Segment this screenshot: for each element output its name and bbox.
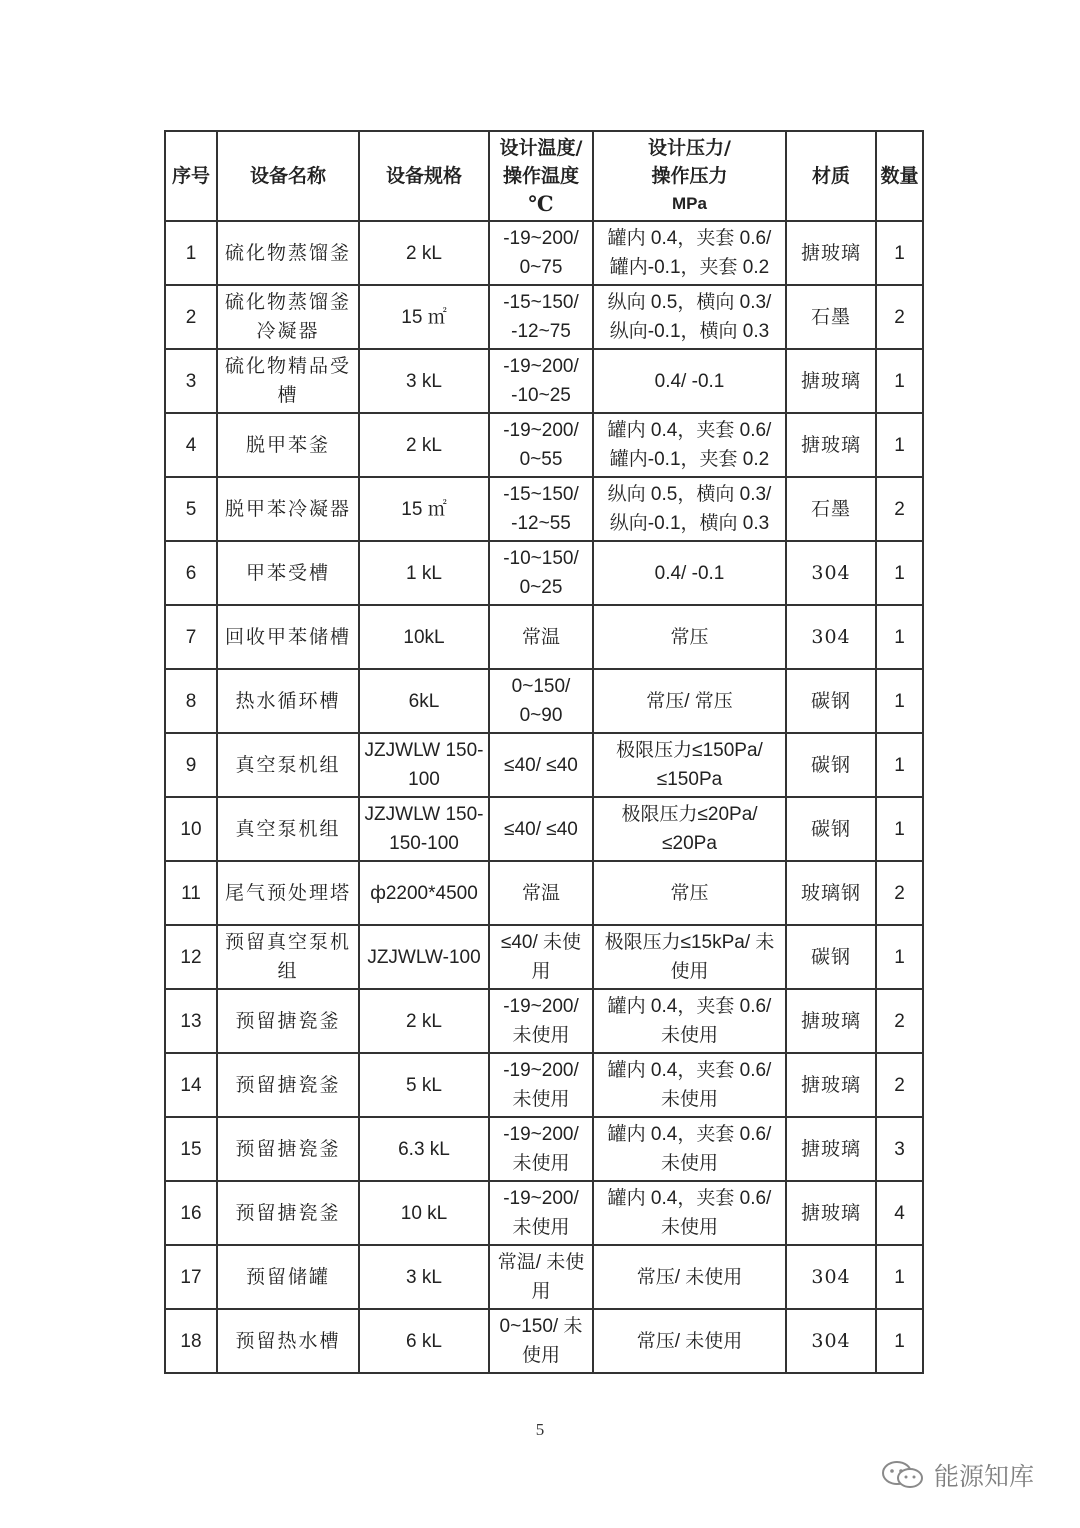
cell-temp: 0~150/ 0~90 [489,669,593,733]
cell-name: 尾气预处理塔 [217,861,359,925]
cell-spec: 6 kL [359,1309,489,1373]
cell-no: 12 [165,925,217,989]
table-row [165,413,923,477]
cell-press: 常压 [593,861,786,925]
cell-spec: 3 kL [359,1245,489,1309]
cell-material: 搪玻璃 [786,1181,876,1245]
cell-temp: -15~150/ -12~75 [489,285,593,349]
cell-name: 脱甲苯釜 [217,413,359,477]
cell-name: 真空泵机组 [217,733,359,797]
cell-name: 预留搪瓷釜 [217,1181,359,1245]
cell-name: 预留搪瓷釜 [217,989,359,1053]
cell-press: 常压/ 常压 [593,669,786,733]
cell-no: 11 [165,861,217,925]
cell-material: 石墨 [786,285,876,349]
cell-qty: 1 [876,797,923,861]
cell-spec: 6kL [359,669,489,733]
cell-spec: 1 kL [359,541,489,605]
cell-qty: 3 [876,1117,923,1181]
cell-material: 碳钢 [786,925,876,989]
table-row [165,669,923,733]
header-temp-line1: 设计温度/ [499,137,583,159]
watermark-text: 能源知库 [934,1462,1035,1491]
cell-temp: 常温/ 未使用 [489,1245,593,1309]
cell-no: 4 [165,413,217,477]
cell-name: 硫化物精品受槽 [217,349,359,413]
table-row [165,1245,923,1309]
cell-no: 2 [165,285,217,349]
cell-press: 罐内 0.4，夹套 0.6/ 未使用 [593,1117,786,1181]
table-row [165,989,923,1053]
cell-temp: -19~200/ 0~55 [489,413,593,477]
cell-name: 硫化物蒸馏釜 [217,221,359,285]
cell-qty: 1 [876,925,923,989]
header-press-line1: 设计压力/ [648,137,731,159]
cell-press: 罐内 0.4，夹套 0.6/ 罐内-0.1，夹套 0.2 [593,413,786,477]
cell-material: 碳钢 [786,733,876,797]
cell-spec: 10kL [359,605,489,669]
cell-no: 8 [165,669,217,733]
cell-material: 搪玻璃 [786,1117,876,1181]
cell-no: 14 [165,1053,217,1117]
table-header-row [165,131,923,221]
watermark [880,1457,1034,1493]
cell-material: 搪玻璃 [786,221,876,285]
cell-temp: -10~150/ 0~25 [489,541,593,605]
header-press [593,131,786,221]
cell-temp: -19~200/ 未使用 [489,1053,593,1117]
cell-qty: 1 [876,605,923,669]
cell-qty: 2 [876,285,923,349]
cell-press: 纵向 0.5，横向 0.3/ 纵向-0.1，横向 0.3 [593,477,786,541]
cell-name: 预留储罐 [217,1245,359,1309]
cell-spec: JZJWLW 150-100 [359,733,489,797]
cell-name: 真空泵机组 [217,797,359,861]
cell-spec: JZJWLW 150-150-100 [359,797,489,861]
table-row [165,1181,923,1245]
cell-material: 搪玻璃 [786,413,876,477]
cell-spec: 2 kL [359,413,489,477]
cell-qty: 1 [876,1245,923,1309]
cell-press: 罐内 0.4，夹套 0.6/ 未使用 [593,1053,786,1117]
header-press-unit: MPa [672,194,707,213]
cell-qty: 2 [876,1053,923,1117]
cell-press: 常压/ 未使用 [593,1245,786,1309]
cell-material: 304 [786,1245,876,1309]
cell-qty: 1 [876,221,923,285]
cell-qty: 1 [876,349,923,413]
cell-name: 预留热水槽 [217,1309,359,1373]
header-no: 序号 [165,131,217,221]
cell-material: 304 [786,605,876,669]
cell-material: 搪玻璃 [786,349,876,413]
cell-press: 极限压力≤15kPa/ 未使用 [593,925,786,989]
cell-no: 9 [165,733,217,797]
cell-spec: 15 ㎡ [359,477,489,541]
cell-name: 预留搪瓷釜 [217,1053,359,1117]
cell-qty: 2 [876,861,923,925]
cell-name: 热水循环槽 [217,669,359,733]
cell-qty: 2 [876,477,923,541]
cell-temp: -19~200/ 未使用 [489,1181,593,1245]
cell-no: 15 [165,1117,217,1181]
table-row [165,1053,923,1117]
cell-press: 罐内 0.4，夹套 0.6/ 罐内-0.1，夹套 0.2 [593,221,786,285]
cell-temp: -19~200/ 未使用 [489,989,593,1053]
header-qty: 数量 [876,131,923,221]
cell-press: 0.4/ -0.1 [593,349,786,413]
cell-material: 石墨 [786,477,876,541]
cell-name: 硫化物蒸馏釜冷凝器 [217,285,359,349]
cell-press: 罐内 0.4，夹套 0.6/ 未使用 [593,1181,786,1245]
wechat-icon [880,1460,926,1490]
cell-temp: 0~150/ 未使用 [489,1309,593,1373]
table-row [165,1117,923,1181]
table-row [165,1309,923,1373]
cell-material: 304 [786,541,876,605]
table-row [165,605,923,669]
cell-qty: 4 [876,1181,923,1245]
header-temp-line2: 操作温度 [502,165,579,187]
cell-temp: ≤40/ ≤40 [489,797,593,861]
table-row [165,477,923,541]
cell-temp: 常温 [489,861,593,925]
table-row [165,541,923,605]
cell-temp: -19~200/ -10~25 [489,349,593,413]
cell-press: 罐内 0.4，夹套 0.6/ 未使用 [593,989,786,1053]
header-spec: 设备规格 [359,131,489,221]
cell-no: 18 [165,1309,217,1373]
cell-press: 常压/ 未使用 [593,1309,786,1373]
cell-material: 玻璃钢 [786,861,876,925]
cell-spec: 6.3 kL [359,1117,489,1181]
cell-no: 16 [165,1181,217,1245]
cell-spec: 5 kL [359,1053,489,1117]
cell-name: 预留搪瓷釜 [217,1117,359,1181]
cell-name: 甲苯受槽 [217,541,359,605]
header-temp-unit: ℃ [528,191,554,216]
cell-qty: 1 [876,413,923,477]
cell-qty: 1 [876,733,923,797]
cell-material: 304 [786,1309,876,1373]
cell-temp: -15~150/ -12~55 [489,477,593,541]
cell-no: 7 [165,605,217,669]
equipment-table [164,130,924,1374]
cell-qty: 1 [876,669,923,733]
cell-spec: ф2200*4500 [359,861,489,925]
table-row [165,285,923,349]
header-material: 材质 [786,131,876,221]
table-row [165,221,923,285]
cell-spec: JZJWLW-100 [359,925,489,989]
table-row [165,861,923,925]
table-body [165,221,923,1373]
cell-material: 搪玻璃 [786,1053,876,1117]
table-row [165,925,923,989]
cell-qty: 1 [876,1309,923,1373]
cell-no: 1 [165,221,217,285]
cell-qty: 2 [876,989,923,1053]
cell-spec: 15 ㎡ [359,285,489,349]
cell-no: 17 [165,1245,217,1309]
cell-name: 预留真空泵机组 [217,925,359,989]
cell-no: 10 [165,797,217,861]
header-press-line2: 操作压力 [651,165,728,187]
cell-spec: 2 kL [359,989,489,1053]
page-number: 5 [535,1420,545,1439]
cell-no: 3 [165,349,217,413]
header-temp [489,131,593,221]
cell-press: 纵向 0.5，横向 0.3/ 纵向-0.1，横向 0.3 [593,285,786,349]
cell-qty: 1 [876,541,923,605]
cell-material: 碳钢 [786,669,876,733]
cell-temp: 常温 [489,605,593,669]
cell-spec: 2 kL [359,221,489,285]
cell-no: 5 [165,477,217,541]
header-name: 设备名称 [217,131,359,221]
cell-temp: ≤40/ 未使用 [489,925,593,989]
cell-name: 脱甲苯冷凝器 [217,477,359,541]
cell-press: 常压 [593,605,786,669]
cell-spec: 10 kL [359,1181,489,1245]
cell-temp: -19~200/ 未使用 [489,1117,593,1181]
cell-press: 极限压力≤20Pa/ ≤20Pa [593,797,786,861]
table-row [165,797,923,861]
cell-material: 碳钢 [786,797,876,861]
table-row [165,733,923,797]
cell-temp: ≤40/ ≤40 [489,733,593,797]
cell-spec: 3 kL [359,349,489,413]
table-row [165,349,923,413]
cell-name: 回收甲苯储槽 [217,605,359,669]
cell-no: 6 [165,541,217,605]
cell-temp: -19~200/ 0~75 [489,221,593,285]
cell-press: 极限压力≤150Pa/ ≤150Pa [593,733,786,797]
cell-no: 13 [165,989,217,1053]
cell-press: 0.4/ -0.1 [593,541,786,605]
cell-material: 搪玻璃 [786,989,876,1053]
